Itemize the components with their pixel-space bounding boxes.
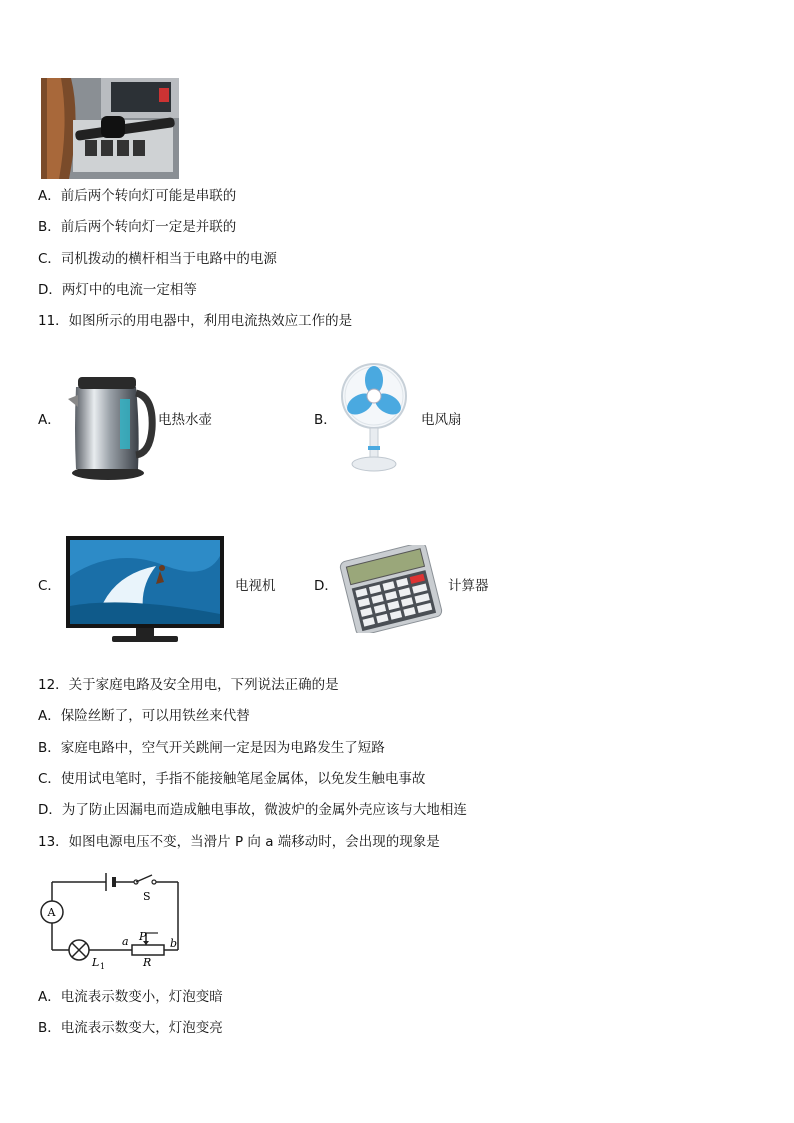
q10-option-b: B．前后两个转向灯一定是并联的 [38, 219, 237, 235]
car-turn-signal-photo [41, 78, 179, 179]
kettle-icon [66, 369, 156, 482]
q12-stem: 12．关于家庭电路及安全用电，下列说法正确的是 [38, 677, 339, 693]
q10-option-a: A．前后两个转向灯可能是串联的 [38, 188, 237, 204]
q11-option-b-caption: 电风扇 [421, 412, 462, 428]
q11-option-d-caption: 计算器 [448, 578, 489, 594]
resistor-r-label: R [143, 956, 152, 969]
lamp-subscript: 1 [100, 962, 106, 971]
q12-option-d: D．为了防止因漏电而造成触电事故，微波炉的金属外壳应该与大地相连 [38, 802, 467, 818]
q10-option-d: D．两灯中的电流一定相等 [38, 282, 197, 298]
switch-label: S [143, 890, 151, 903]
q11-option-c-letter: C． [38, 578, 61, 594]
q11-option-a-caption: 电热水壶 [158, 412, 212, 428]
q13-stem: 13．如图电源电压不变，当滑片 P 向 a 端移动时，会出现的现象是 [38, 834, 440, 850]
q11-option-a-letter: A． [38, 412, 61, 428]
lamp-label: L [92, 956, 100, 969]
slider-p-label: P [139, 930, 147, 943]
calculator-icon [339, 545, 443, 633]
q13-option-a: A．电流表示数变小，灯泡变暗 [38, 989, 223, 1005]
fan-icon [340, 362, 408, 474]
terminal-b-label: b [170, 937, 178, 950]
q11-stem: 11．如图所示的用电器中，利用电流热效应工作的是 [38, 313, 353, 329]
terminal-a-label: a [122, 935, 129, 948]
q13-option-b: B．电流表示数变大，灯泡变亮 [38, 1020, 223, 1036]
ammeter-label: A [47, 906, 56, 919]
q12-option-c: C．使用试电笔时，手指不能接触笔尾金属体，以免发生触电事故 [38, 771, 426, 787]
q11-option-d-letter: D． [314, 578, 338, 594]
q10-option-c: C．司机拨动的横杆相当于电路中的电源 [38, 251, 277, 267]
q12-option-a: A．保险丝断了，可以用铁丝来代替 [38, 708, 250, 724]
tv-icon [66, 536, 224, 644]
q12-option-b: B．家庭电路中，空气开关跳闸一定是因为电路发生了短路 [38, 740, 385, 756]
circuit-diagram [36, 868, 186, 974]
q11-option-b-letter: B． [314, 412, 337, 428]
q11-option-c-caption: 电视机 [235, 578, 276, 594]
